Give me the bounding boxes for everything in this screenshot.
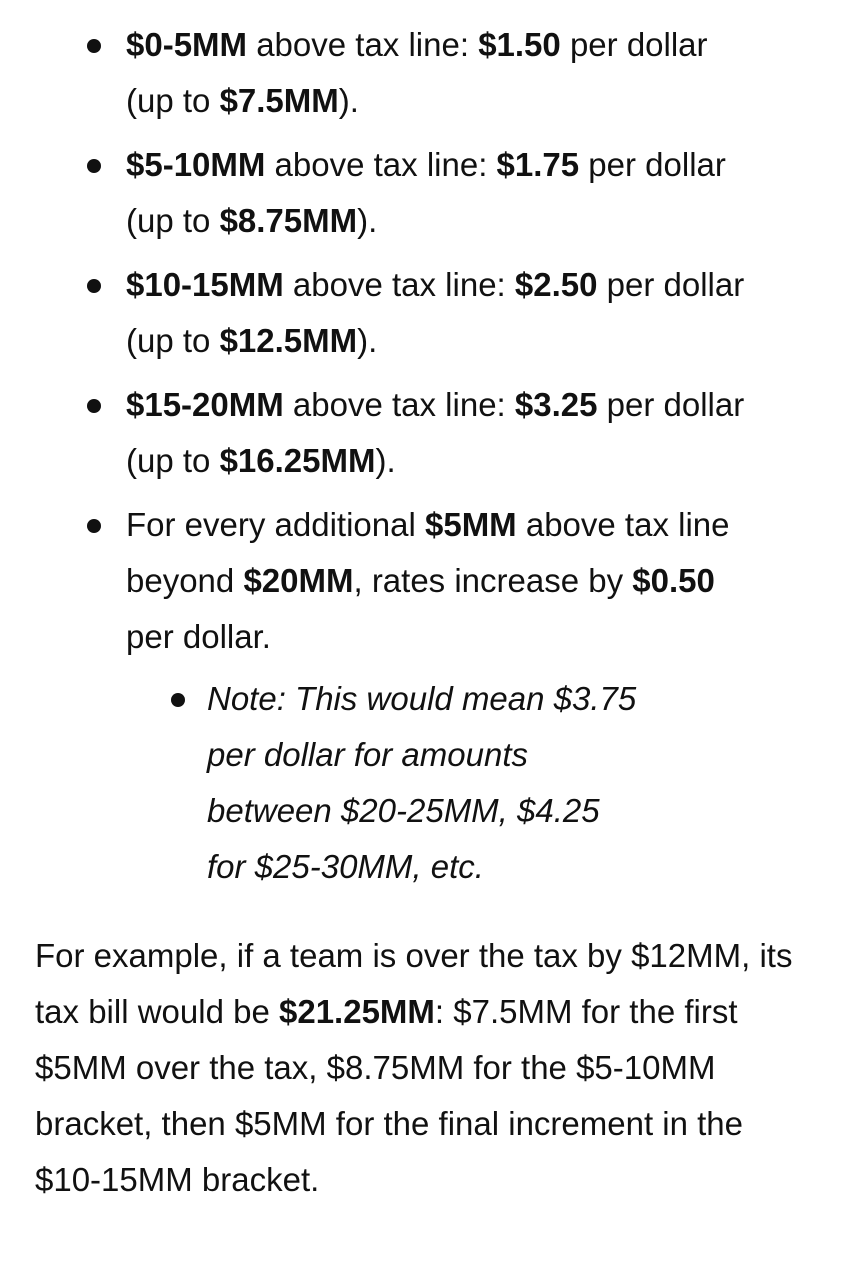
note-list bbox=[126, 671, 746, 895]
bracket-text: per dollar (up to bbox=[126, 266, 745, 359]
bullet-icon bbox=[171, 693, 185, 707]
bracket-item bbox=[0, 377, 746, 489]
bracket-text: above tax line: bbox=[265, 146, 497, 183]
bracket-rate: $1.50 bbox=[478, 26, 561, 63]
bullet-icon bbox=[87, 39, 101, 53]
bracket-text: per dollar (up to bbox=[126, 386, 745, 479]
additional-text: , rates increase by bbox=[353, 562, 633, 599]
example-text: : $7.5MM for the first $5MM over the tax, $8.75MM for the $5-10MM bracket, then $5MM for the final increment in the $10-15MM bracket. bbox=[35, 993, 744, 1198]
bracket-max: $12.5MM bbox=[219, 322, 358, 359]
bracket-range: $15-20MM bbox=[126, 386, 284, 423]
example-total: $21.25MM bbox=[278, 993, 435, 1030]
bracket-range: $10-15MM bbox=[126, 266, 284, 303]
bracket-max: $7.5MM bbox=[219, 82, 339, 119]
example-text: For example, if a team is over the tax by $12MM, its tax bill would be bbox=[35, 937, 793, 1030]
bracket-rate: $2.50 bbox=[514, 266, 598, 303]
bullet-icon bbox=[87, 519, 101, 533]
bracket-max: $16.25MM bbox=[219, 442, 376, 479]
bracket-text: ). bbox=[338, 82, 359, 119]
bracket-rate: $3.25 bbox=[514, 386, 598, 423]
bullet-icon bbox=[87, 279, 101, 293]
additional-bracket-item bbox=[0, 497, 746, 895]
additional-text: For every additional bbox=[126, 506, 425, 543]
bracket-text: above tax line: bbox=[283, 386, 515, 423]
bracket-text: ). bbox=[357, 202, 378, 239]
bracket-item bbox=[0, 17, 746, 129]
additional-increase: $0.50 bbox=[632, 562, 715, 599]
bracket-item bbox=[0, 137, 746, 249]
example-paragraph bbox=[35, 928, 815, 1208]
bullet-icon bbox=[87, 399, 101, 413]
bracket-text: above tax line: bbox=[283, 266, 515, 303]
bracket-item bbox=[0, 257, 746, 369]
note-text: Note: This would mean $3.75 per dollar for amounts between $20-25MM, $4.25 for $25-30MM, etc. bbox=[207, 680, 637, 885]
bracket-range: $0-5MM bbox=[126, 26, 248, 63]
additional-text: above tax line beyond bbox=[126, 506, 730, 599]
additional-text: per dollar. bbox=[126, 618, 271, 655]
bracket-text: ). bbox=[375, 442, 396, 479]
bracket-text: above tax line: bbox=[247, 26, 479, 63]
bracket-text: per dollar (up to bbox=[126, 146, 726, 239]
additional-threshold: $20MM bbox=[243, 562, 354, 599]
bracket-max: $8.75MM bbox=[219, 202, 358, 239]
bracket-text: per dollar (up to bbox=[126, 26, 708, 119]
additional-increment: $5MM bbox=[424, 506, 517, 543]
tax-bracket-list bbox=[0, 17, 842, 895]
bracket-rate: $1.75 bbox=[496, 146, 580, 183]
bracket-range: $5-10MM bbox=[126, 146, 266, 183]
bracket-text: ). bbox=[357, 322, 378, 359]
note-item bbox=[126, 671, 647, 895]
bullet-icon bbox=[87, 159, 101, 173]
